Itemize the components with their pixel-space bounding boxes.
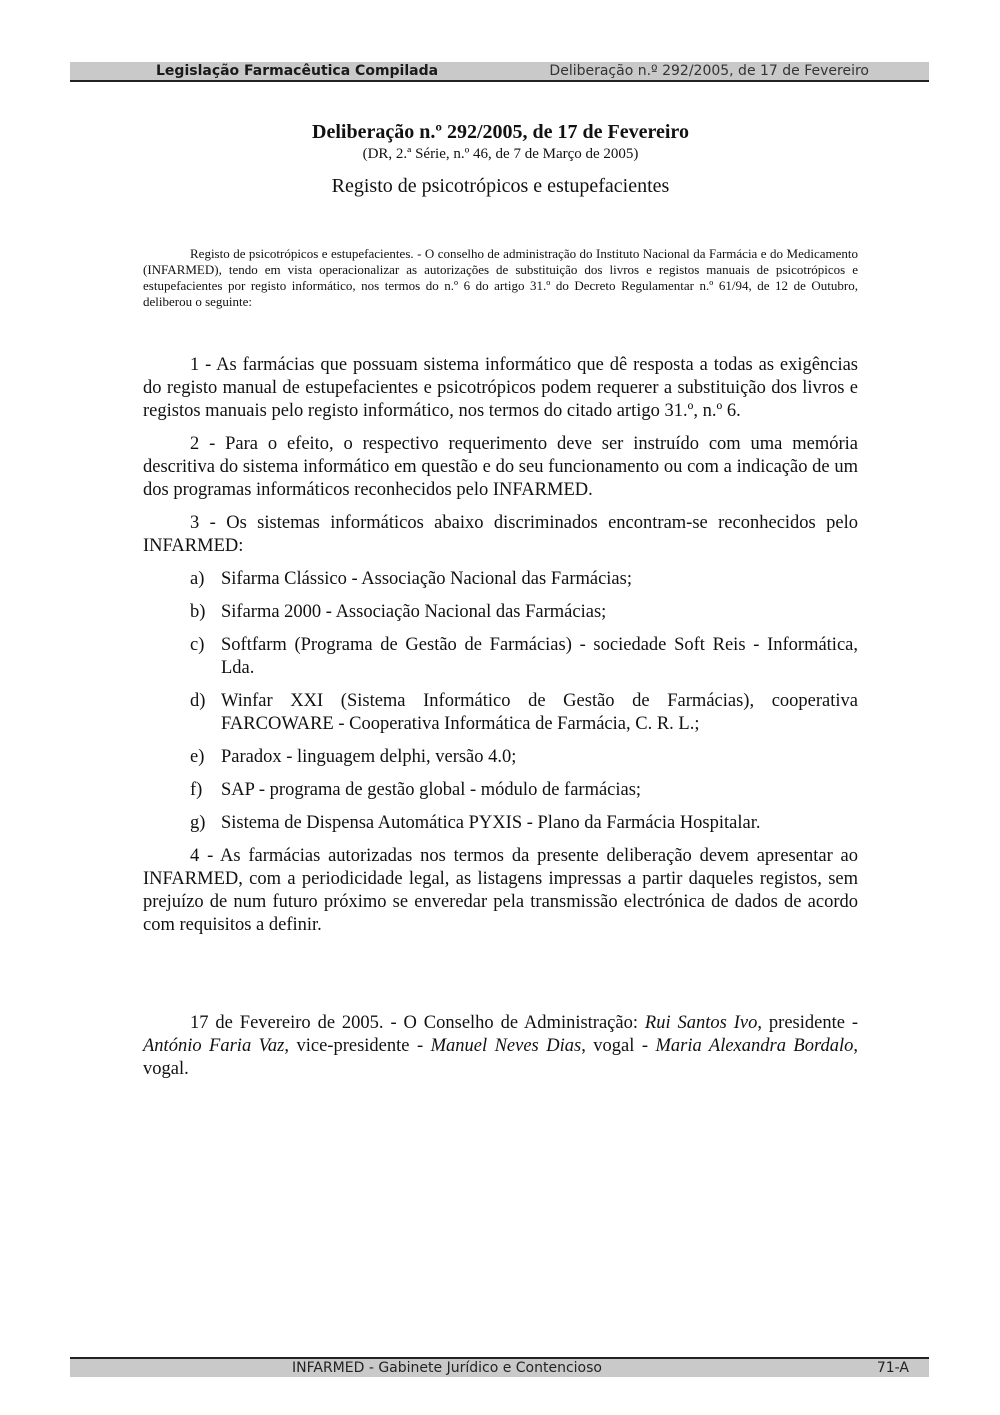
list-item xyxy=(143,779,858,802)
list-item xyxy=(143,812,858,835)
signature-date: 17 de Fevereiro de 2005. - O Conselho de Administração: xyxy=(190,1013,645,1033)
list-item-text: Winfar XXI (Sistema Informático de Gestão de Farmácias), cooperativa FARCOWARE - Cooperativa Informática de Farmácia, C. R. L.; xyxy=(221,691,858,734)
list-marker: c) xyxy=(190,635,205,655)
list-marker: a) xyxy=(190,569,205,589)
list-item-text: Paradox - linguagem delphi, versão 4.0; xyxy=(221,747,517,767)
signatory-name: Maria Alexandra Bordalo xyxy=(655,1036,854,1056)
intro-paragraph: Registo de psicotrópicos e estupefacientes. - O conselho de administração do Instituto Nacional da Farmácia e do Medicamento (INFARMED), tendo em vista operacionalizar as autorizações de substituição dos livros e registos manuais de psicotrópicos e estupefacientes por registo informático, nos termos do n.º 6 do artigo 31.º do Decreto Regulamentar n.º 61/94, de 12 de Outubro, deliberou o seguinte: xyxy=(143,246,858,309)
systems-list xyxy=(143,568,858,835)
list-item xyxy=(143,746,858,769)
page-footer xyxy=(70,1357,929,1377)
document-body xyxy=(143,354,858,947)
header-document-ref: Deliberação n.º 292/2005, de 17 de Fevereiro xyxy=(549,63,869,79)
document-title: Deliberação n.º 292/2005, de 17 de Fevereiro xyxy=(312,121,689,143)
signatory-role: , vogal - xyxy=(581,1036,656,1056)
list-marker: g) xyxy=(190,813,206,833)
signature-block xyxy=(143,1012,858,1081)
page-number: 71-A xyxy=(876,1360,909,1376)
list-item-text: Softfarm (Programa de Gestão de Farmácias) - sociedade Soft Reis - Informática, Lda. xyxy=(221,635,858,678)
list-item xyxy=(143,690,858,736)
list-item xyxy=(143,601,858,624)
signatory-name: António Faria Vaz xyxy=(143,1036,285,1056)
list-marker: d) xyxy=(190,691,206,711)
paragraph-1: 1 - As farmácias que possuam sistema informático que dê resposta a todas as exigências do registo manual de estupefacientes e psicotrópicos podem requerer a substituição dos livros e registos manuais pelo registo informático, nos termos do citado artigo 31.º, n.º 6. xyxy=(143,355,858,421)
document-subtitle: (DR, 2.ª Série, n.º 46, de 7 de Março de 2005) xyxy=(362,146,639,162)
list-item xyxy=(143,568,858,591)
list-marker: e) xyxy=(190,747,205,767)
list-item xyxy=(143,634,858,680)
page-header xyxy=(70,62,929,82)
paragraph-4: 4 - As farmácias autorizadas nos termos da presente deliberação devem apresentar ao INFARMED, com a periodicidade legal, as listagens impressas a partir daqueles registos, sem prejuízo de num futuro próximo se enveredar pela transmissão electrónica de dados de acordo com requisitos a definir. xyxy=(143,846,858,935)
footer-department: INFARMED - Gabinete Jurídico e Contencioso xyxy=(292,1360,602,1376)
list-item-text: Sifarma Clássico - Associação Nacional das Farmácias; xyxy=(221,569,632,589)
header-collection-title: Legislação Farmacêutica Compilada xyxy=(156,63,439,79)
list-marker: f) xyxy=(190,780,203,800)
signatory-role: , vogal. xyxy=(143,1036,859,1079)
paragraph-2: 2 - Para o efeito, o respectivo requerimento deve ser instruído com uma memória descritiva do sistema informático em questão e do seu funcionamento ou com a indicação de um dos programas informáticos reconhecidos pelo INFARMED. xyxy=(143,434,858,500)
signatory-name: Manuel Neves Dias xyxy=(430,1036,582,1056)
signatory-name: Rui Santos Ivo xyxy=(644,1013,758,1033)
list-marker: b) xyxy=(190,602,206,622)
list-item-text: Sifarma 2000 - Associação Nacional das Farmácias; xyxy=(221,602,607,622)
document-heading: Registo de psicotrópicos e estupefacientes xyxy=(331,175,670,197)
signatory-role: , vice-presidente - xyxy=(284,1036,431,1056)
paragraph-3: 3 - Os sistemas informáticos abaixo discriminados encontram-se reconhecidos pelo INFARMED: xyxy=(143,513,858,556)
list-item-text: Sistema de Dispensa Automática PYXIS - Plano da Farmácia Hospitalar. xyxy=(221,813,761,833)
signatory-role: , presidente - xyxy=(757,1013,858,1033)
list-item-text: SAP - programa de gestão global - módulo de farmácias; xyxy=(221,780,642,800)
